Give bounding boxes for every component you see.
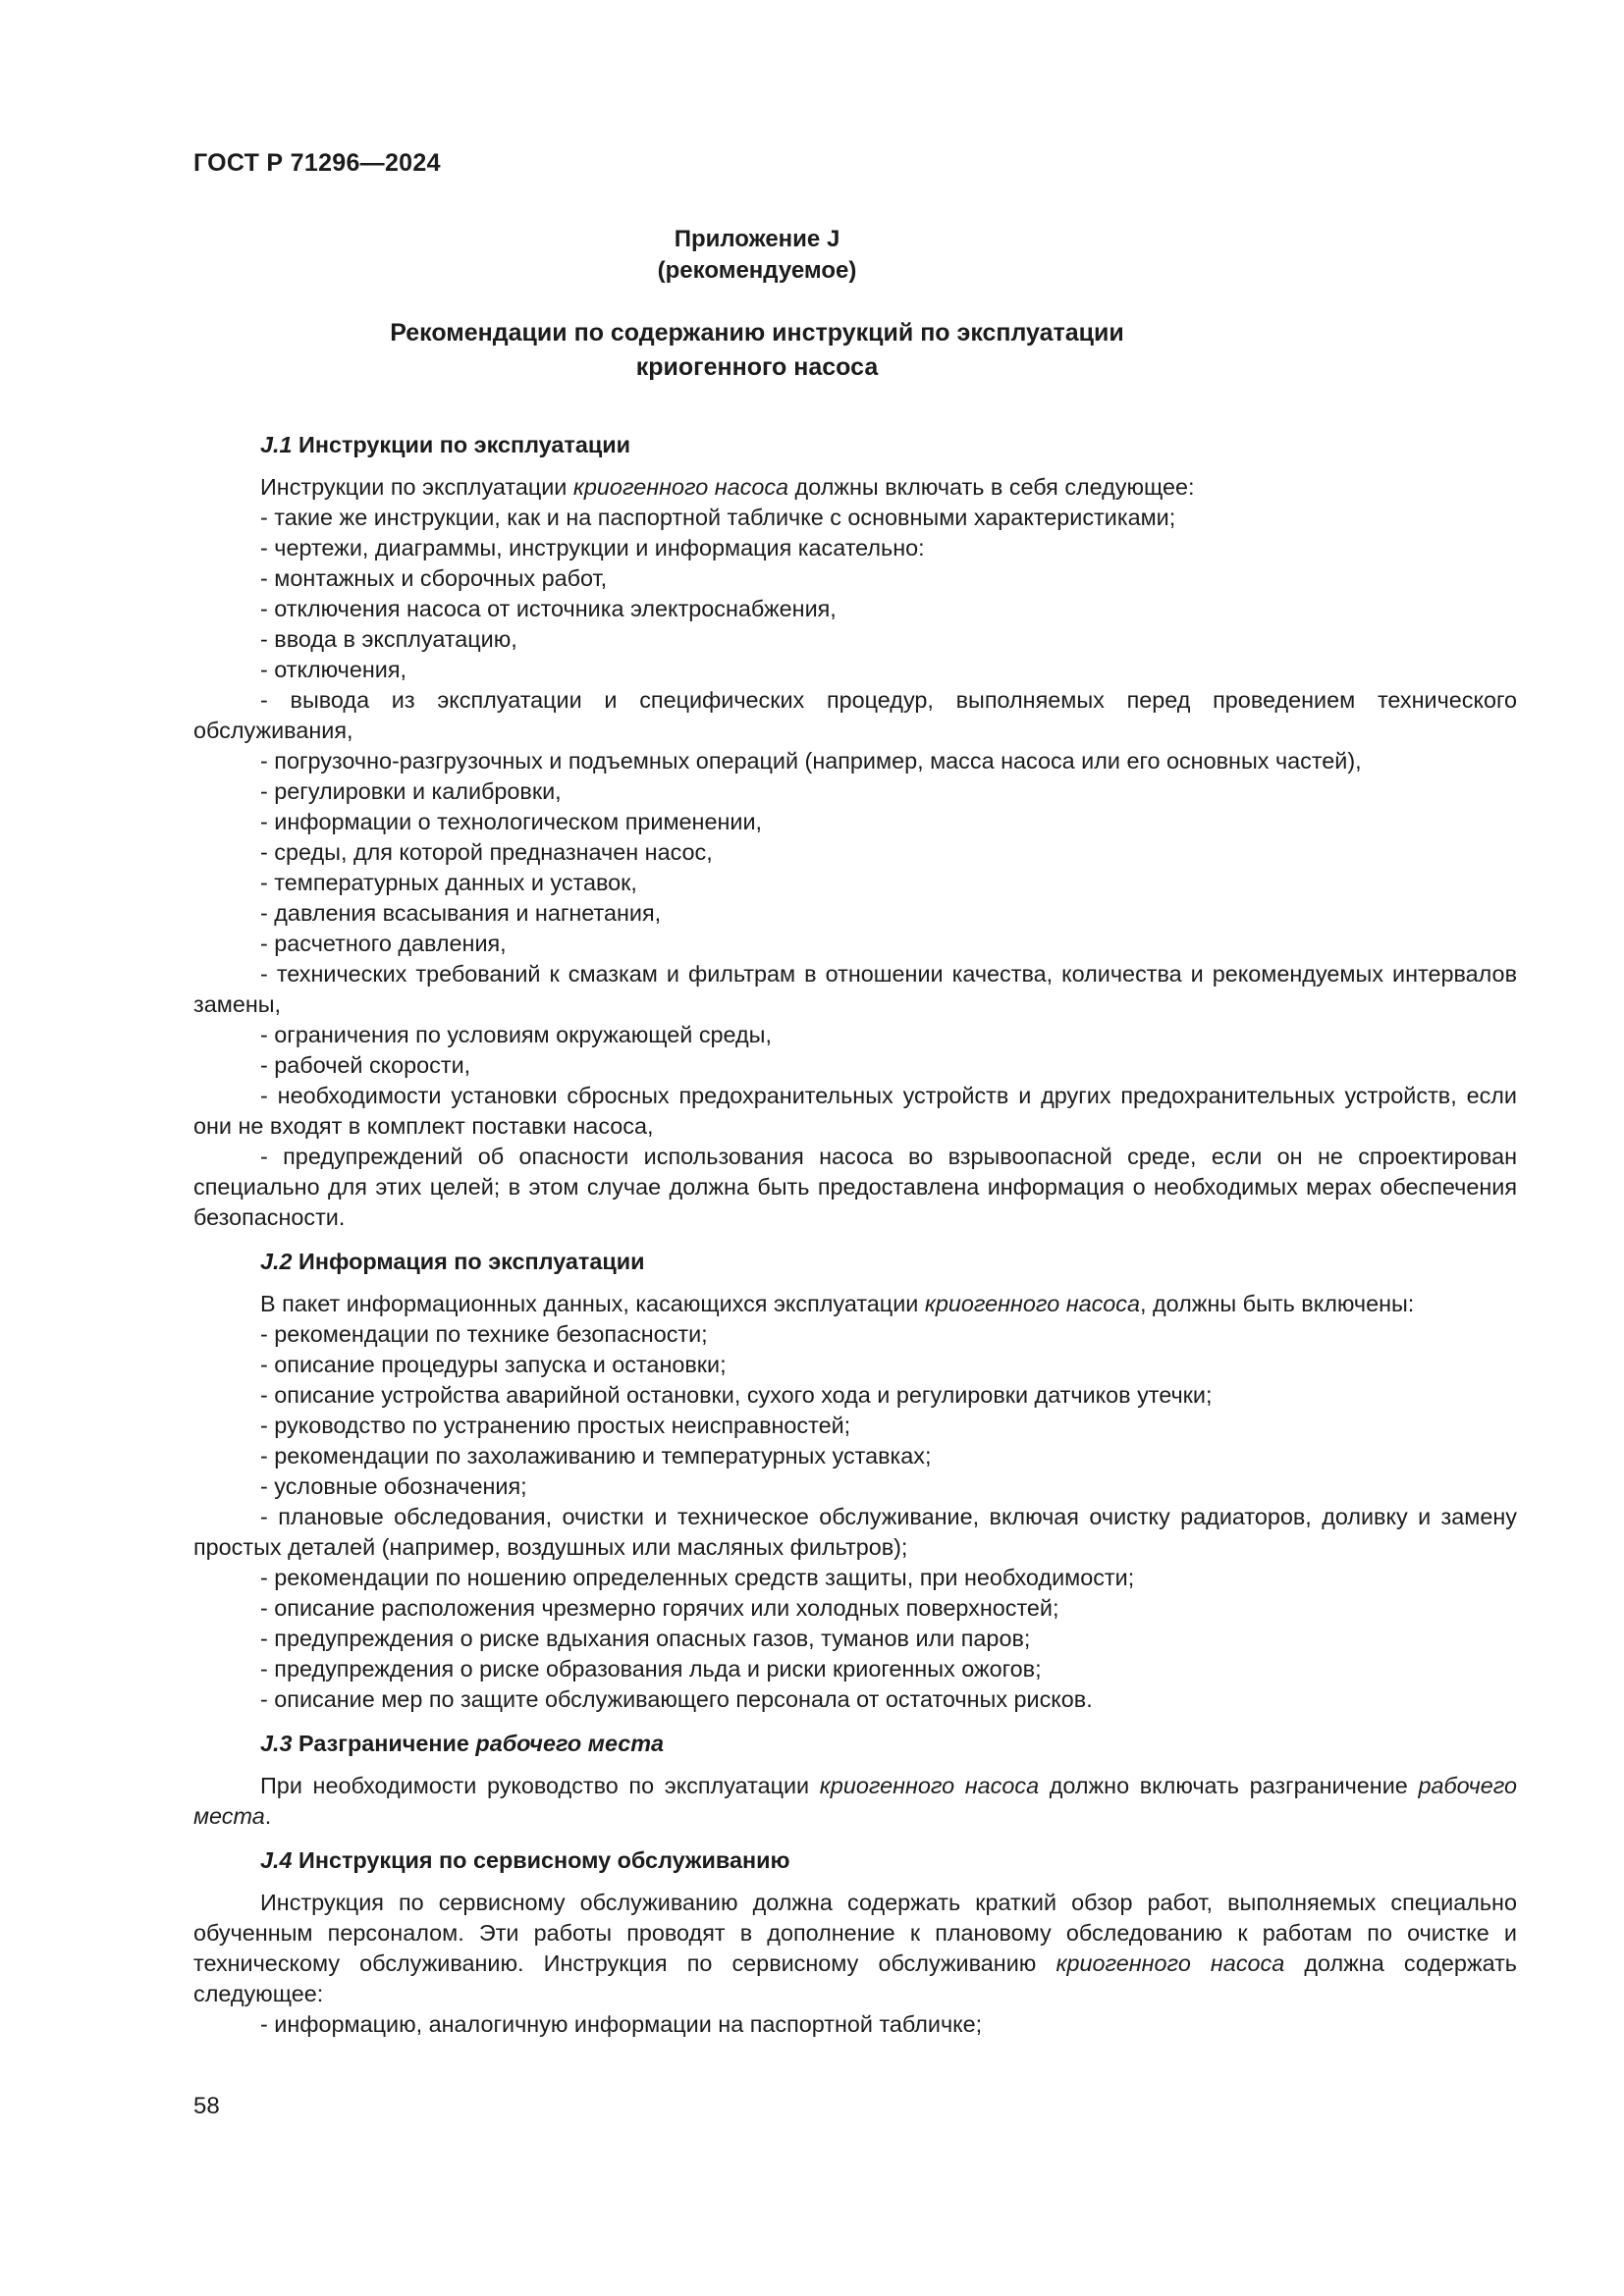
document-code-header: ГОСТ Р 71296—2024 bbox=[193, 149, 441, 177]
list-item: - необходимости установки сбросных предохранительных устройств и других предохранительных устройств, если они не входят в комплект поставки насоса, bbox=[193, 1083, 1517, 1139]
list-item: - рекомендации по технике безопасности; bbox=[260, 1321, 708, 1347]
section-j2-title-text: Информация по эксплуатации bbox=[298, 1249, 645, 1274]
list-item: - описание процедуры запуска и остановки; bbox=[260, 1352, 727, 1377]
section-j4-title bbox=[193, 1845, 1517, 1876]
section-j3-term-1: криогенного насоса bbox=[819, 1773, 1040, 1798]
section-j3-number: J.3 bbox=[260, 1731, 293, 1756]
section-j2-title bbox=[193, 1247, 1517, 1277]
section-j3-text-b: должно включать разграничение bbox=[1039, 1773, 1419, 1798]
document-body bbox=[193, 430, 1517, 2040]
list-item: - погрузочно-разгрузочных и подъемных операций (например, масса насоса или его основных частей), bbox=[260, 748, 1362, 774]
annex-main-title-line2: криогенного насоса bbox=[635, 353, 879, 381]
list-item: - вывода из эксплуатации и специфических процедур, выполняемых перед проведением технического обслуживания, bbox=[193, 687, 1517, 743]
list-item: - предупреждений об опасности использования насоса во взрывоопасной среде, если он не спроектирован специально для этих целей; в этом случае должна быть предоставлена информация о необходимых мерах обеспечения безопасности. bbox=[193, 1144, 1517, 1230]
list-item: - предупреждения о риске образования льда и риски криогенных ожогов; bbox=[260, 1656, 1042, 1682]
section-j2-intro-text-b: , должны быть включены: bbox=[1140, 1291, 1415, 1316]
annex-heading bbox=[193, 224, 1321, 287]
list-item: - описание устройства аварийной остановки, сухого хода и регулировки датчиков утечки; bbox=[260, 1382, 1213, 1408]
list-item: - информации о технологическом применении, bbox=[260, 809, 763, 834]
section-j1-intro bbox=[193, 472, 1517, 503]
list-item: - рекомендации по захолаживанию и температурных уставках; bbox=[260, 1443, 932, 1468]
section-j1-title bbox=[193, 430, 1517, 460]
list-item: - технических требований к смазкам и фильтрам в отношении качества, количества и рекомендуемых интервалов замены, bbox=[193, 961, 1517, 1017]
section-j4-paragraph bbox=[193, 1888, 1517, 2009]
list-item: - описание расположения чрезмерно горячих или холодных поверхностей; bbox=[260, 1595, 1059, 1621]
page-number: 58 bbox=[193, 2093, 220, 2119]
annex-main-title bbox=[193, 316, 1321, 385]
section-j2-intro-text-a: В пакет информационных данных, касающихся эксплуатации bbox=[260, 1291, 925, 1316]
section-j4-text-a: Инструкция по сервисному обслуживанию должна содержать краткий обзор работ, выполняемых специально обученным персоналом. Эти работы проводят в дополнение к плановому обследованию к работам по очистке и техническому обслуживанию. Инструкция по сервисному обслуживанию bbox=[193, 1890, 1517, 1976]
list-item: - условные обозначения; bbox=[260, 1473, 527, 1499]
section-j4-term: криогенного насоса bbox=[1056, 1950, 1285, 1976]
section-j4-title-text: Инструкция по сервисному обслуживанию bbox=[298, 1847, 790, 1873]
section-j1-intro-text-b: должны включать в себя следующее: bbox=[788, 474, 1195, 500]
list-item: - монтажных и сборочных работ, bbox=[260, 565, 608, 591]
list-item: - описание мер по защите обслуживающего персонала от остаточных рисков. bbox=[260, 1686, 1093, 1712]
section-j4-text-b: должна содержать следующее: bbox=[193, 1950, 1517, 2006]
list-item: - руководство по устранению простых неисправностей; bbox=[260, 1413, 851, 1438]
list-item: - предупреждения о риске вдыхания опасных газов, туманов или паров; bbox=[260, 1626, 1031, 1651]
section-j1-title-text: Инструкции по эксплуатации bbox=[298, 432, 630, 457]
section-j1-intro-term: криогенного насоса bbox=[572, 474, 789, 500]
section-j3-text-a: При необходимости руководство по эксплуатации bbox=[260, 1773, 820, 1798]
list-item: - рекомендации по ношению определенных средств защиты, при необходимости; bbox=[260, 1565, 1135, 1590]
list-item: - расчетного давления, bbox=[260, 931, 507, 956]
section-j3-text-c: . bbox=[264, 1803, 272, 1829]
list-item: - такие же инструкции, как и на паспортной табличке с основными характеристиками; bbox=[260, 505, 1176, 530]
list-item: - отключения, bbox=[260, 657, 407, 682]
list-item: - информацию, аналогичную информации на паспортной табличке; bbox=[260, 2011, 983, 2037]
section-j2-intro bbox=[193, 1289, 1517, 1319]
section-j3-title-term: рабочего места bbox=[475, 1731, 665, 1756]
annex-main-title-line1: Рекомендации по содержанию инструкций по эксплуатации bbox=[390, 319, 1124, 347]
section-j3-term-2: рабочего места bbox=[193, 1773, 1517, 1829]
list-item: - среды, для которой предназначен насос, bbox=[260, 839, 713, 865]
section-j3-paragraph bbox=[193, 1771, 1517, 1832]
list-item: - регулировки и калибровки, bbox=[260, 778, 562, 804]
section-j3-title bbox=[193, 1729, 1517, 1759]
list-item: - отключения насоса от источника электроснабжения, bbox=[260, 596, 837, 621]
list-item: - давления всасывания и нагнетания, bbox=[260, 900, 662, 926]
section-j1-number: J.1 bbox=[260, 432, 293, 457]
list-item: - температурных данных и уставок, bbox=[260, 870, 637, 895]
list-item: - ограничения по условиям окружающей среды, bbox=[260, 1022, 772, 1047]
section-j2-intro-term: криогенного насоса bbox=[924, 1291, 1141, 1316]
section-j3-title-text: Разграничение bbox=[298, 1731, 476, 1756]
section-j2-number: J.2 bbox=[260, 1249, 293, 1274]
list-item: - плановые обследования, очистки и техническое обслуживание, включая очистку радиаторов, доливку и замену простых деталей (например, воздушных или масляных фильтров); bbox=[193, 1504, 1517, 1560]
annex-title: Приложение J bbox=[674, 226, 840, 252]
section-j4-number: J.4 bbox=[260, 1847, 293, 1873]
section-j1-intro-text-a: Инструкции по эксплуатации bbox=[260, 474, 573, 500]
list-item: - чертежи, диаграммы, инструкции и информация касательно: bbox=[260, 535, 925, 561]
list-item: - ввода в эксплуатацию, bbox=[260, 626, 517, 652]
annex-status: (рекомендуемое) bbox=[657, 257, 857, 284]
list-item: - рабочей скорости, bbox=[260, 1052, 471, 1078]
